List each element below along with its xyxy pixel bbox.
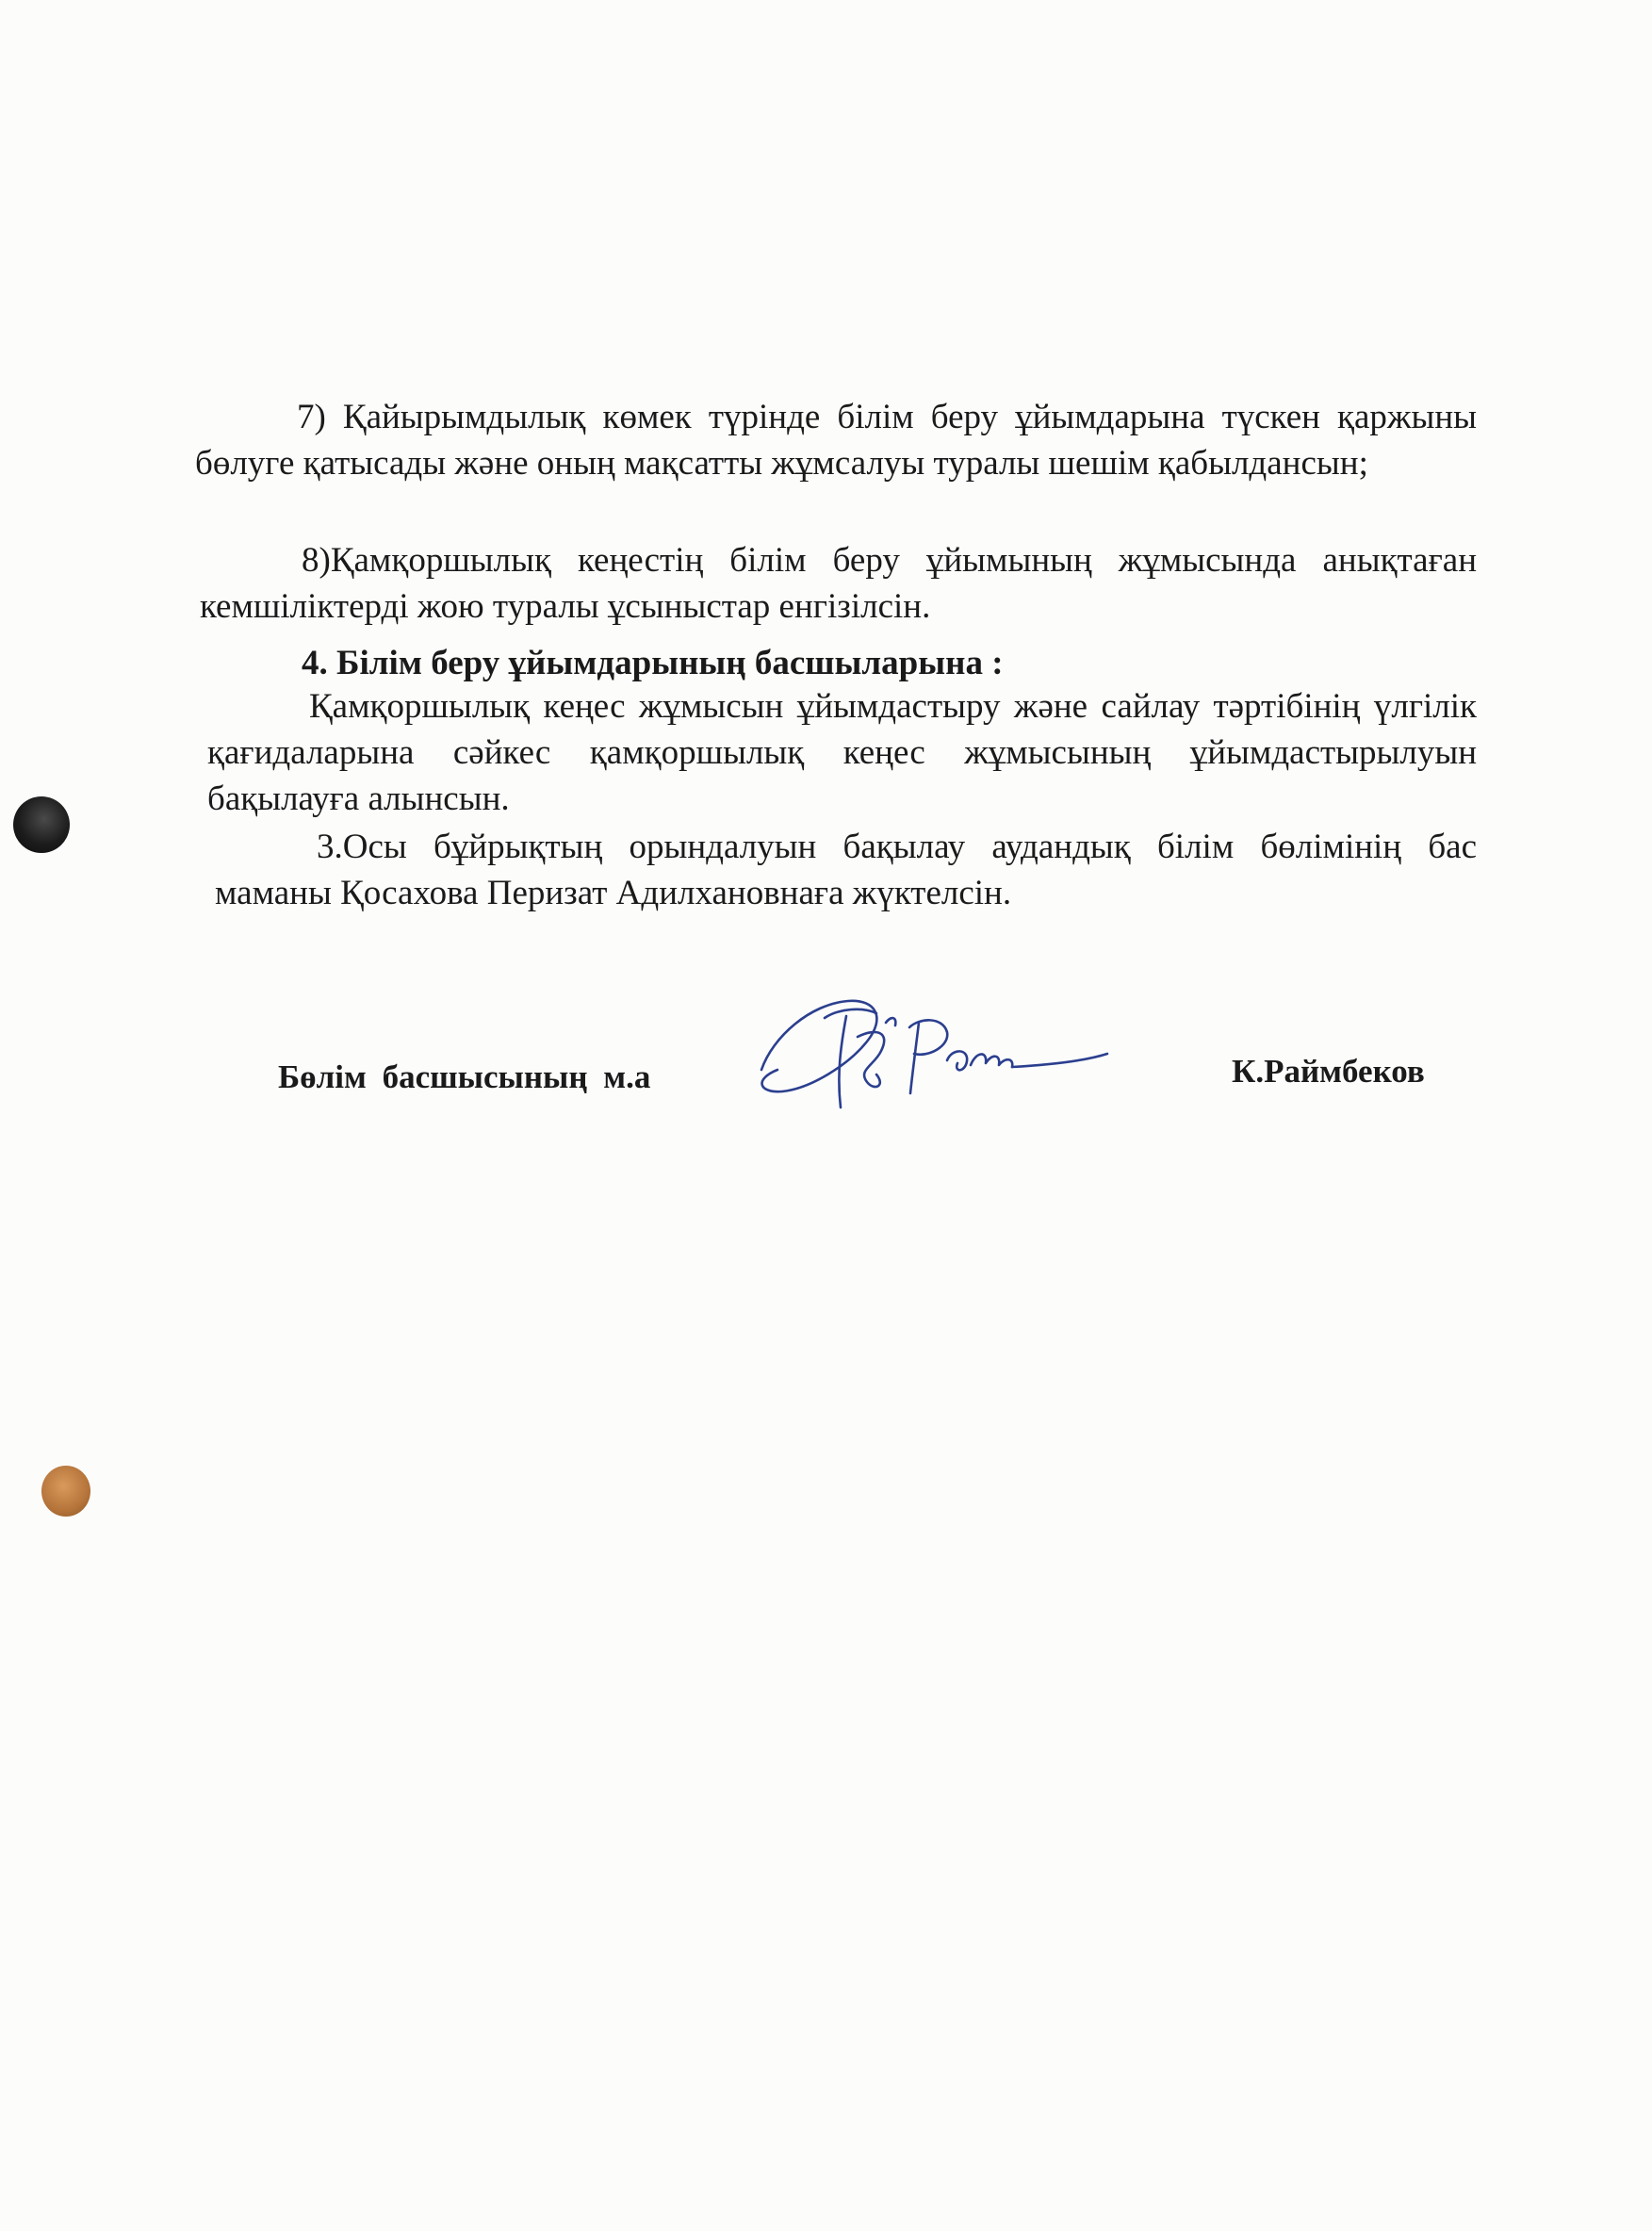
section-4-heading: 4. Білім беру ұйымдарының басшыларына : [302,644,1004,682]
paragraph-item-7: 7) Қайырымдылық көмек түрінде білім беру ұйымдарына түскен қаржыны бөлуге қатысады және оның мақсатты жұмсалуы туралы шешім қабылдансын; [195,398,1477,483]
handwritten-signature-icon [735,980,1112,1122]
signature-position-label: Бөлім басшысының м.а [278,1058,651,1095]
paragraph-item-3: 3.Осы бұйрықтың орындалуын бақылау аудандық білім бөлімінің бас маманы Қосахова Перизат Адилхановнаға жүктелсін. [215,828,1477,912]
punch-hole-bottom [41,1466,90,1517]
signatory-name: К.Раймбеков [1232,1053,1425,1090]
punch-hole-top [13,796,70,853]
paragraph-item-8: 8)Қамқоршылық кеңестің білім беру ұйымының жұмысында анықтаған кемшіліктерді жою туралы ұсыныстар енгізілсін. [200,541,1477,626]
section-4-text: Қамқоршылық кеңес жұмысын ұйымдастыру және сайлау тәртібінің үлгілік қағидаларына сәйкес қамқоршылық кеңес жұмысының ұйымдастырылуын бақылауға алынсын. [207,687,1477,818]
